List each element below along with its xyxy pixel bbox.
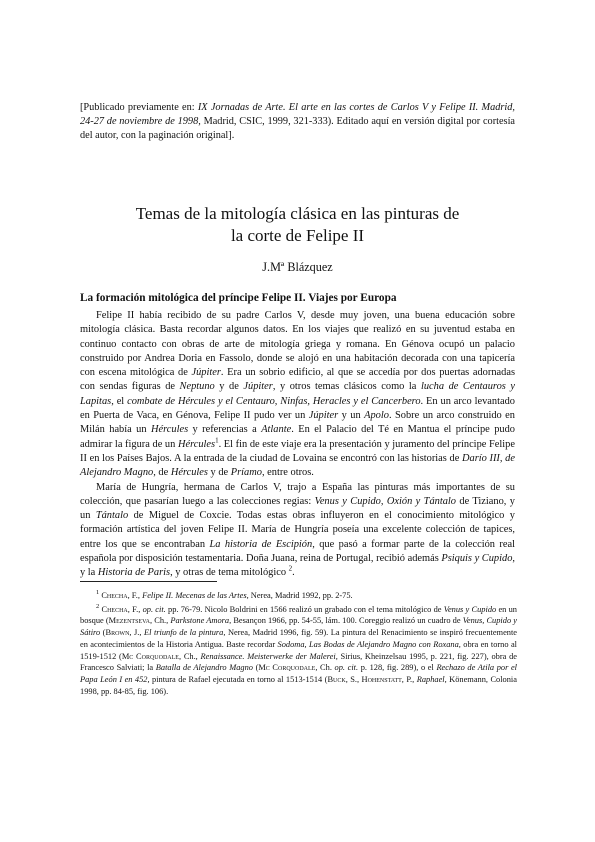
note-text-end: , Madrid, CSIC, 1999, 321-333). Editado aquí en versión digital por cortesía del autor, con la paginación original].: [80, 116, 515, 142]
footnote-1: [80, 590, 517, 602]
text-fragment: , Ch.: [315, 663, 335, 673]
text-fragment: p. 128, fig. 289), o el: [358, 663, 437, 673]
footnotes: [80, 590, 517, 699]
title-line-1: Temas de la mitología clásica en las pinturas de: [135, 204, 460, 223]
text-fragment: . Sobre un arco construido en Milán había un: [80, 410, 515, 436]
text-fragment: . Era un sobrio edificio, al que se accedía por dos puertas adornadas con sendas figuras de: [80, 367, 515, 393]
text-fragment: combate de Hércules y el Centauro, Ninfas, Heracles y el Cancerbero: [127, 395, 421, 407]
footnote-2: [80, 604, 517, 698]
text-fragment: Tántalo: [95, 510, 129, 522]
text-fragment: , Sirius, Kheinzelsau 1995, p. 221, fig. 227), obra de Francesco Salviati; la: [80, 651, 517, 673]
text-fragment: op. cit.: [334, 663, 359, 673]
text-fragment: Brown: [105, 628, 130, 638]
text-fragment: . El fin de este viaje era la presentación y juramento del príncipe Felipe II en los Países Bajos. A la entrada de la ciudad de Lovaina se encontró con las historias de: [80, 438, 515, 464]
text-fragment: La historia de Escipión: [209, 538, 313, 550]
text-fragment: pintura de Rafael ejecutada en torno al 1513-1514 (: [149, 674, 328, 684]
text-fragment: Historia de Paris: [97, 567, 171, 579]
text-fragment: , y otras de tema mitológico: [170, 567, 289, 579]
text-fragment: Neptuno: [179, 381, 215, 393]
text-fragment: Júpiter: [308, 410, 339, 422]
article-title: [80, 203, 515, 247]
note-source-title: IX Jornadas de Arte. El arte en las cortes de Carlos V y Felipe II. Madrid, 24-27 de noviembre de 1998: [80, 102, 515, 128]
text-fragment: , Ch.,: [178, 651, 201, 661]
text-fragment: Júpiter: [191, 367, 221, 379]
text-fragment: de Miguel de Coxcie. Todas estas obras influyeron en el conocimiento mitológico y formación artística del joven Felipe II. María de Hungría poseía una excelente colección de tapices, entre los que se encontraban: [80, 510, 515, 550]
text-fragment: Hohenstatt: [361, 674, 402, 684]
body-text: [80, 309, 515, 581]
text-fragment: María de Hungría, hermana de Carlos V, trajo a España las pinturas más importantes de su colección, que pasarían luego a las colecciones regias:: [80, 481, 515, 507]
text-fragment: de Tiziano, y un: [80, 495, 515, 522]
text-fragment: Hércules: [177, 438, 216, 450]
text-fragment: Darío III, de Alejandro Magno: [80, 452, 515, 479]
text-fragment: , F.,: [127, 604, 143, 614]
text-fragment: (: [100, 628, 106, 638]
text-fragment: Parkstone Amora: [170, 616, 230, 626]
text-fragment: Apolo: [364, 410, 389, 422]
text-fragment: , Besançon 1966, pp. 54-55, lám. 100. Coreggio realizó un cuadro de: [229, 616, 463, 626]
text-fragment: (: [252, 663, 259, 673]
text-fragment: , y otros temas clásicos como la: [272, 381, 421, 393]
text-fragment: , Nerea, Madrid 1996, fig. 59). La pintura del Renacimiento se inspiró frecuentemente en acontecimientos de la Historia Antigua. Baste recordar: [80, 628, 518, 649]
note-text: [Publicado previamente en:: [80, 102, 198, 113]
text-fragment: y un: [338, 410, 365, 422]
author: J.Mª Blázquez: [262, 260, 333, 274]
text-fragment: Venus, Cupido y Sátiro: [80, 616, 517, 638]
text-fragment: Júpiter: [243, 381, 273, 393]
text-fragment: Atlante: [261, 424, 292, 436]
text-fragment: , y la: [80, 553, 515, 579]
text-fragment: op. cit.: [142, 604, 166, 614]
text-fragment: Hércules: [170, 467, 208, 479]
text-fragment: Buck: [327, 674, 346, 684]
text-fragment: Mc Corquodale: [258, 663, 316, 673]
text-fragment: , Ch.,: [150, 616, 171, 626]
text-fragment: Felipe II. Mecenas de las Artes: [142, 591, 247, 600]
text-fragment: en un bosque (: [80, 604, 517, 626]
text-fragment: Mc Corquodale: [121, 651, 179, 661]
text-fragment: Checha: [101, 604, 128, 614]
text-fragment: , Könemann, Colonia 1998, pp. 84-85, fig. 106).: [80, 674, 517, 696]
text-fragment: y referencias a: [188, 424, 262, 436]
text-fragment: Hércules: [150, 424, 189, 436]
text-fragment: , entre otros.: [261, 467, 314, 479]
text-fragment: . En el Palacio del Té en Mantua el príncipe pudo admirar la figura de un: [80, 424, 515, 450]
text-fragment: Batalla de Alejandro Magno: [155, 663, 253, 673]
text-fragment: Raphael: [416, 674, 445, 684]
text-fragment: Mezentseva: [108, 616, 150, 626]
text-fragment: , el: [111, 395, 128, 407]
text-fragment: Felipe II había recibido de su padre Carlos V, desde muy joven, una buena educación sobre mitología clásica. Basta recordar algunos datos. En los viajes que realizó en su juventud estaba en continuo contacto con obras de arte de mitología griega y romana. En Génova ocupó un palacio construido por Andrea Doria en Fassolo, donde se alojó en una habitación decorada con una tapicería con escena mitológica de: [80, 310, 515, 379]
text-fragment: , que pasó a formar parte de la colección real española por disposición testamentaria. Doña Juana, reina de Portugal, recibió además: [80, 538, 515, 565]
text-fragment: , Nerea, Madrid 1992, pp. 2-75.: [246, 591, 353, 600]
title-line-2: la corte de Felipe II: [230, 226, 365, 245]
text-fragment: Checha: [101, 591, 128, 600]
text-fragment: . En un arco levantado en Puerta de Vaca, en Génova, Felipe II pudo ver un: [80, 395, 515, 422]
text-fragment: Venus y Cupido: [443, 604, 497, 614]
text-fragment: , P.,: [401, 674, 417, 684]
publication-note: [80, 101, 515, 144]
section-heading: La formación mitológica del príncipe Felipe II. Viajes por Europa: [80, 292, 397, 304]
text-fragment: Sodoma, Las Bodas de Alejandro Magno con Roxana: [277, 639, 459, 649]
paragraph-2: [80, 481, 515, 581]
text-fragment: , F.,: [127, 591, 143, 600]
footnote-divider: [80, 581, 217, 582]
text-fragment: Venus y Cupido, Oxión y Tántalo: [314, 495, 457, 507]
footnote-ref-1[interactable]: 1: [215, 436, 219, 445]
text-fragment: pp. 76-79. Nicolo Boldrini en 1566 realizó un grabado con el tema mitológico de: [165, 604, 444, 614]
text-fragment: , S.,: [345, 674, 362, 684]
text-fragment: , de: [153, 467, 171, 479]
text-fragment: y de: [214, 381, 244, 393]
text-fragment: lucha de Centauros y Lapitas: [80, 381, 515, 407]
text-fragment: Príamo: [230, 467, 262, 479]
text-fragment: Psiquis y Cupido: [441, 553, 513, 565]
footnote-ref-2[interactable]: 2: [288, 564, 293, 573]
text-fragment: 2: [96, 602, 100, 610]
text-fragment: , obra en torno al 1519-1512 (: [80, 639, 517, 661]
text-fragment: , J.,: [129, 628, 144, 638]
text-fragment: Renaissance. Meisterwerke der Malerei: [200, 651, 336, 661]
text-fragment: Rechazo de Atila por el Papa León I en 452,: [80, 663, 517, 684]
text-fragment: 1: [96, 589, 100, 597]
text-fragment: .: [292, 567, 295, 579]
text-fragment: y de: [207, 467, 231, 479]
paragraph-1: [80, 309, 515, 481]
text-fragment: El triunfo de la pintura: [143, 628, 224, 638]
